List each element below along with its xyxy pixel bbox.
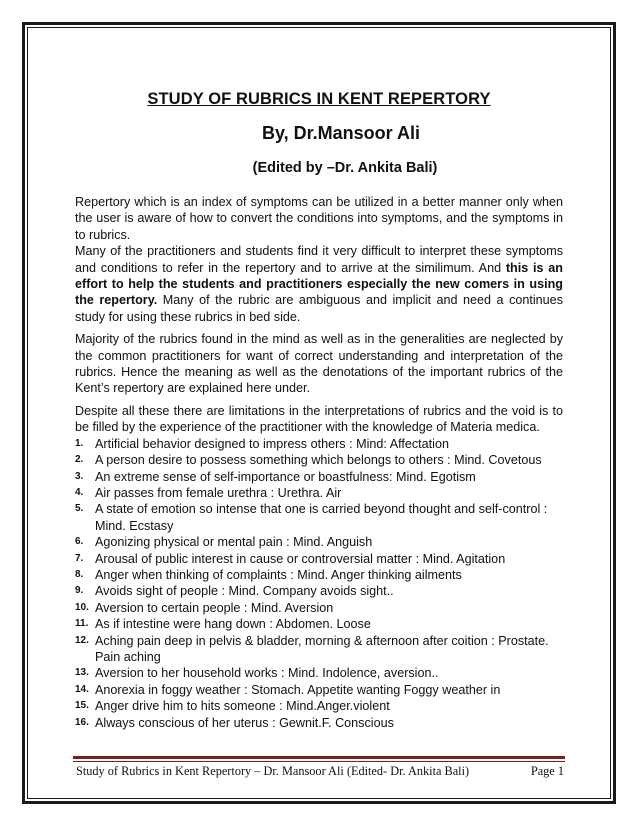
rubric-item <box>75 600 563 616</box>
rubric-number: 3. <box>75 470 84 482</box>
rubric-number: 1. <box>75 437 84 449</box>
rubric-text: Avoids sight of people : Mind. Company avoids sight.. <box>95 584 394 599</box>
rubric-item <box>75 469 563 485</box>
paragraph-practitioners-bold: this is an effort to help the students and practitioners especially the new comers in using the repertory. <box>75 260 563 308</box>
paragraph-majority: Majority of the rubrics found in the mind as well as in the generalities are neglected by the common practitioners for want of correct understanding and interpretation of the rubrics. Hence the meaning as well as the denotations of the important rubrics of the Kent’s repertory are explained here under. <box>75 332 563 396</box>
rubric-number: 13. <box>75 667 89 679</box>
paragraph-limitations: Despite all these there are limitations in the interpretations of rubrics and the void is to be filled by the experience of the practitioner with the knowledge of Materia medica. <box>75 403 563 435</box>
rubric-item <box>75 698 563 714</box>
rubric-text: As if intestine were hang down : Abdomen. Loose <box>95 617 371 632</box>
rubric-number: 10. <box>75 601 89 613</box>
rubric-number: 7. <box>75 552 84 564</box>
paragraph-practitioners <box>75 243 563 325</box>
rubric-text: Anger when thinking of complaints : Mind. Anger thinking ailments <box>95 567 462 582</box>
rubric-text: Aversion to certain people : Mind. Aversion <box>95 600 334 615</box>
rubric-number: 14. <box>75 683 89 695</box>
rubric-item <box>75 534 563 550</box>
rubric-text: Anger drive him to hits someone : Mind.Anger.violent <box>95 699 390 714</box>
rubric-item <box>75 665 563 681</box>
rubric-item <box>75 551 563 567</box>
rubric-number: 12. <box>75 634 89 646</box>
rubric-item <box>75 452 563 468</box>
rubric-text: Artificial behavior designed to impress others : Mind: Affectation <box>95 436 449 451</box>
rubric-item <box>75 501 563 534</box>
rubric-text: A person desire to possess something which belongs to others : Mind. Covetous <box>95 453 542 468</box>
rubric-number: 15. <box>75 700 89 712</box>
rubric-text: An extreme sense of self-importance or boastfulness: Mind. Egotism <box>95 469 476 484</box>
rubric-number: 8. <box>75 568 84 580</box>
footer-running-title: Study of Rubrics in Kent Repertory – Dr. Mansoor Ali (Edited- Dr. Ankita Bali) <box>76 764 470 778</box>
rubric-number: 16. <box>75 716 89 728</box>
rubric-text: Air passes from female urethra : Urethra. Air <box>95 485 342 500</box>
document-title: STUDY OF RUBRICS IN KENT REPERTORY <box>147 90 491 108</box>
rubric-text: Arousal of public interest in cause or controversial matter : Mind. Agitation <box>95 551 506 566</box>
paragraph-intro: Repertory which is an index of symptoms can be utilized in a better manner only when the user is aware of how to convert the conditions into symptoms, and the symptoms in to rubrics. <box>75 195 563 242</box>
rubric-text: Agonizing physical or mental pain : Mind. Anguish <box>95 535 373 550</box>
footer-page-number: Page 1 <box>530 764 564 778</box>
footer-rule-thin <box>73 761 565 762</box>
paragraph-practitioners-part-b: Many of the rubric are ambiguous and implicit and need a continues study for using these rubrics in bed side. <box>75 293 563 324</box>
rubric-text: Aching pain deep in pelvis & bladder, morning & afternoon after coition : Prostate. Pain aching <box>95 633 549 664</box>
rubric-item <box>75 633 563 666</box>
rubric-item <box>75 436 563 452</box>
rubric-number: 4. <box>75 486 84 498</box>
rubric-item <box>75 567 563 583</box>
rubric-number: 9. <box>75 585 84 597</box>
rubric-text: A state of emotion so intense that one is carried beyond thought and self-control : Mind. Ecstasy <box>95 502 548 533</box>
rubric-item <box>75 682 563 698</box>
rubric-text: Aversion to her household works : Mind. Indolence, aversion.. <box>95 666 439 681</box>
rubric-item <box>75 715 563 731</box>
document-editor: (Edited by –Dr. Ankita Bali) <box>252 160 438 176</box>
rubric-list <box>75 436 563 731</box>
footer-rule-thick <box>73 756 565 759</box>
rubric-item <box>75 583 563 599</box>
rubric-number: 2. <box>75 454 84 466</box>
document-author: By, Dr.Mansoor Ali <box>261 123 421 143</box>
rubric-number: 5. <box>75 503 84 515</box>
rubric-item <box>75 616 563 632</box>
rubric-number: 11. <box>75 618 89 630</box>
rubric-text: Anorexia in foggy weather : Stomach. Appetite wanting Foggy weather in <box>95 682 501 697</box>
rubric-text: Always conscious of her uterus : Gewnit.F. Conscious <box>95 715 394 730</box>
document-body <box>75 194 563 731</box>
rubric-number: 6. <box>75 536 84 548</box>
paragraph-practitioners-part-a: Many of the practitioners and students find it very difficult to interpret these symptoms and conditions to refer in the repertory and to arrive at the similimum. And <box>75 244 563 275</box>
rubric-item <box>75 485 563 501</box>
